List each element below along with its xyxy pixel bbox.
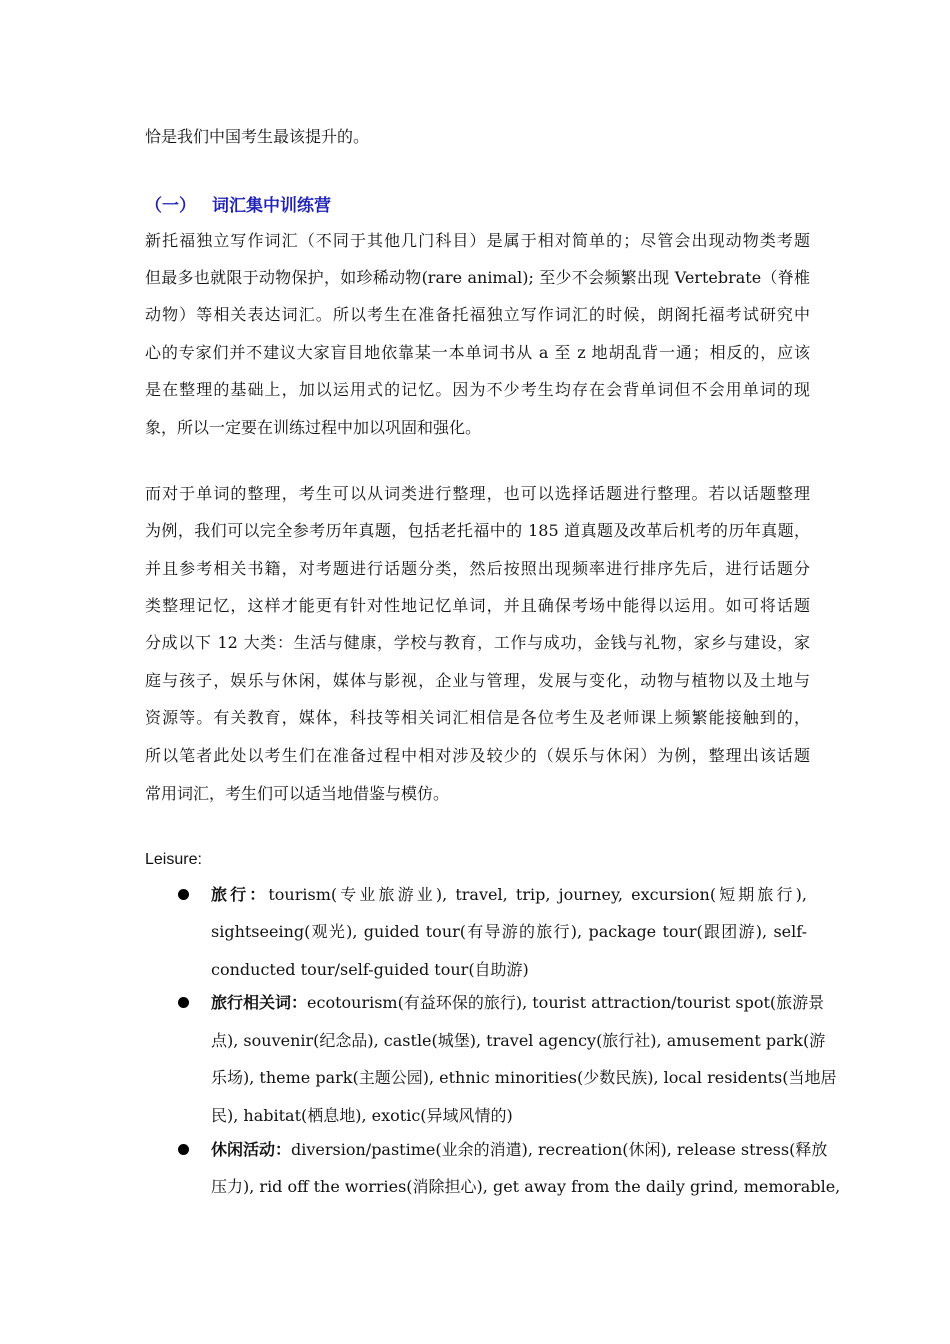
bullet-icon [178,997,189,1008]
bullet-icon [178,889,189,900]
paragraph-1-line: 动物）等相关表达词汇。所以考生在准备托福独立写作词汇的时候，朗阁托福考试研究中 [145,305,810,324]
paragraph-1-line: 但最多也就限于动物保护，如珍稀动物(rare animal); 至少不会频繁出现 Vertebrate（脊椎 [145,268,810,287]
bullet-icon [178,1144,189,1155]
bullet-term: 旅行： [211,885,269,904]
section-heading [145,196,331,216]
bullet-line: 点), souvenir(纪念品), castle(城堡), travel agency(旅行社), amusement park(游 [211,1031,826,1050]
bullet-line [211,1140,828,1160]
bullet-line: 乐场), theme park(主题公园), ethnic minorities(少数民族), local residents(当地居 [211,1068,837,1087]
paragraph-2-line: 庭与孩子，娱乐与休闲，媒体与影视，企业与管理，发展与变化，动物与植物以及土地与 [145,671,810,690]
section-title: 词汇集中训练营 [212,196,331,216]
paragraph-2-line: 并且参考相关书籍，对考题进行话题分类，然后按照出现频率进行排序先后，进行话题分 [145,559,810,578]
bullet-line: 压力), rid off the worries(消除担心), get away from the daily grind, memorable, [211,1177,841,1196]
section-number: （一） [145,196,196,216]
bullet-term: 旅行相关词： [211,993,308,1012]
paragraph-2-line: 而对于单词的整理，考生可以从词类进行整理，也可以选择话题进行整理。若以话题整理 [145,484,810,503]
paragraph-1-line: 是在整理的基础上，加以运用式的记忆。因为不少考生均存在会背单词但不会用单词的现 [145,380,810,399]
paragraph-2-line: 类整理记忆，这样才能更有针对性地记忆单词，并且确保考场中能得以运用。如可将话题 [145,596,810,615]
paragraph-1-line: 新托福独立写作词汇（不同于其他几门科目）是属于相对简单的；尽管会出现动物类考题 [145,231,810,250]
bullet-line: sightseeing(观光), guided tour(有导游的旅行), package tour(跟团游), self- [211,922,807,941]
paragraph-2-line: 常用词汇，考生们可以适当地借鉴与模仿。 [145,784,450,803]
paragraph-2-line: 资源等。有关教育，媒体，科技等相关词汇相信是各位考生及老师课上频繁能接触到的， [145,708,810,727]
bullet-text: diversion/pastime(业余的消遣), recreation(休闲), release stress(释放 [291,1140,828,1159]
bullet-text: tourism(专业旅游业), travel, trip, journey, excursion(短期旅行), [268,885,807,904]
paragraph-2-line: 为例，我们可以完全参考历年真题，包括老托福中的 185 道真题及改革后机考的历年真题， [145,521,810,540]
bullet-line: 民), habitat(栖息地), exotic(异域风情的) [211,1106,513,1125]
bullet-line [211,885,807,905]
paragraph-1-line: 象，所以一定要在训练过程中加以巩固和强化。 [145,418,482,437]
bullet-line: conducted tour/self-guided tour(自助游) [211,960,529,979]
bullet-line [211,993,825,1013]
paragraph-2-line: 所以笔者此处以考生们在准备过程中相对涉及较少的（娱乐与休闲）为例，整理出该话题 [145,746,810,765]
paragraph-2-line: 分成以下 12 大类：生活与健康，学校与教育，工作与成功，金钱与礼物，家乡与建设，家 [145,633,810,652]
leisure-label: Leisure: [145,851,202,868]
paragraph-1-line: 心的专家们并不建议大家盲目地依靠某一本单词书从 a 至 z 地胡乱背一通；相反的，应该 [145,343,810,362]
bullet-term: 休闲活动： [211,1140,292,1159]
intro-line: 恰是我们中国考生最该提升的。 [145,127,370,146]
bullet-text: ecotourism(有益环保的旅行), tourist attraction/tourist spot(旅游景 [307,993,825,1012]
